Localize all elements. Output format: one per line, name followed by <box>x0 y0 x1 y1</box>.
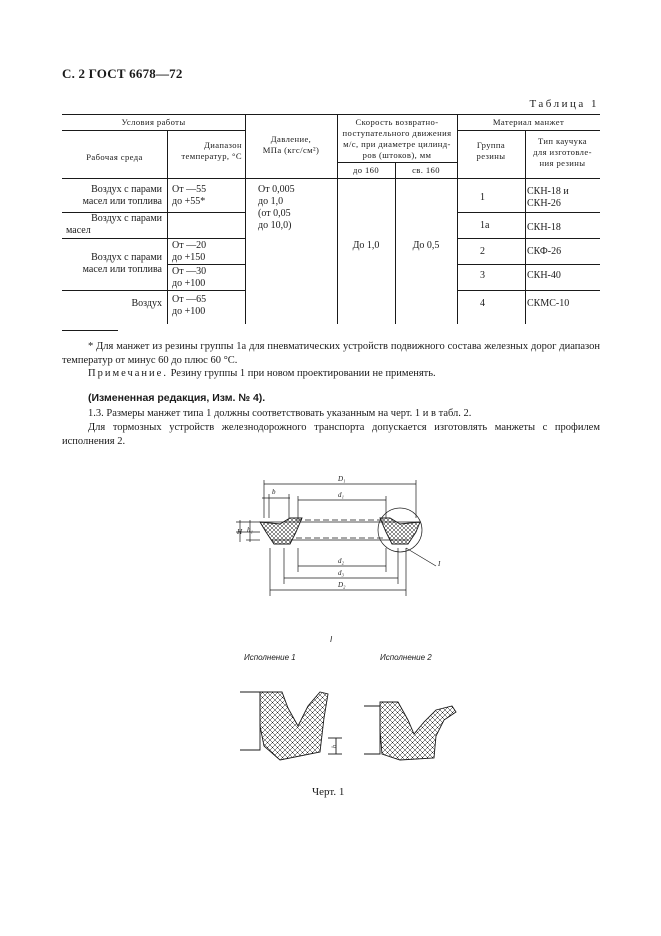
th-material: Материал манжет <box>492 117 565 127</box>
table-caption: Таблица 1 <box>529 98 599 110</box>
label-d2: d₂ <box>338 557 344 565</box>
table-note: Примечание. Резину группы 1 при новом проектировании не применять. <box>88 368 436 379</box>
th-rubber-group: Группа резины <box>476 140 506 161</box>
footnote: * Для манжет из резины группы 1а для пневматических устройств подвижного состава железных дорог диапазон температур от минус 60 до плюс 60 °С. <box>62 341 600 366</box>
label-H: H <box>237 528 243 536</box>
row3-temp: От —20 до +150 <box>172 240 207 263</box>
th-temp: Диапазон температур, °С <box>181 140 242 161</box>
row3-rubber: СКФ-26 <box>527 246 562 257</box>
page-header: С. 2 ГОСТ 6678—72 <box>62 66 183 81</box>
edition-note: (Измененная редакция, Изм. № 4). <box>88 392 266 404</box>
row5-group: 4 <box>480 298 485 309</box>
row5-medium: Воздух <box>131 298 162 309</box>
th-speed-to160: до 160 <box>352 165 380 175</box>
label-D1: D₁ <box>338 475 346 483</box>
th-rubber-type: Тип каучука для изготовле- ния резины <box>533 136 592 168</box>
row2-group: 1а <box>480 220 490 231</box>
label-h: h <box>332 745 338 748</box>
th-medium: Рабочая среда <box>86 152 143 162</box>
label-D2: D₂ <box>338 581 346 589</box>
row2-medium: Воздух с парами масел <box>66 213 162 236</box>
cuff-section-drawing <box>210 470 450 610</box>
th-pressure: Давление, МПа (кгс/см²) <box>262 134 320 155</box>
row1-medium: Воздух с парами масел или топлива <box>82 184 162 207</box>
speed-to160-value: До 1,0 <box>352 240 380 251</box>
row1-group: 1 <box>480 192 485 203</box>
row5-rubber: СКМС-10 <box>527 298 570 309</box>
row1-rubber: СКН-18 и СКН-26 <box>527 186 569 209</box>
row4-rubber: СКН-40 <box>527 270 561 281</box>
materials-table <box>62 114 600 324</box>
label-d1: d₁ <box>338 491 344 499</box>
label-h1: h₁ <box>247 526 253 534</box>
variant-1-label: Исполнение 1 <box>244 653 296 662</box>
th-speed: Скорость возвратно- поступательного движения м/с, при диаметре цилинд- ров (штоков), мм <box>342 117 452 160</box>
th-conditions: Условия работы <box>121 117 186 127</box>
row3-medium: Воздух с парами масел или топлива <box>82 252 162 275</box>
label-b: b <box>272 488 276 496</box>
figure-caption: Черт. 1 <box>312 786 345 798</box>
row2-rubber: СКН-18 <box>527 222 561 233</box>
row5-temp: От —65 до +100 <box>172 294 207 317</box>
row4-group: 3 <box>480 270 485 281</box>
detail-mark: I <box>330 635 333 644</box>
footnote-rule <box>62 330 118 331</box>
label-callout: I <box>438 560 441 568</box>
row1-temp: От —55 до +55* <box>172 184 207 207</box>
label-d3: d₃ <box>338 569 344 577</box>
row4-temp: От —30 до +100 <box>172 266 207 289</box>
row3-group: 2 <box>480 246 485 257</box>
paragraph-1-3: 1.3. Размеры манжет типа 1 должны соответствовать указанным на черт. 1 и в табл. 2. <box>88 408 472 419</box>
paragraph-brake: Для тормозных устройств железнодорожного транспорта допускается изготовлять манжеты с профилем исполнения 2. <box>62 422 600 447</box>
speed-over160-value: До 0,5 <box>412 240 440 251</box>
th-speed-over160: св. 160 <box>412 165 440 175</box>
pressure-value: От 0,005 до 1,0 (от 0,05 до 10,0) <box>258 184 295 231</box>
variant-2-label: Исполнение 2 <box>380 653 432 662</box>
cuff-profile-detail <box>230 630 470 780</box>
